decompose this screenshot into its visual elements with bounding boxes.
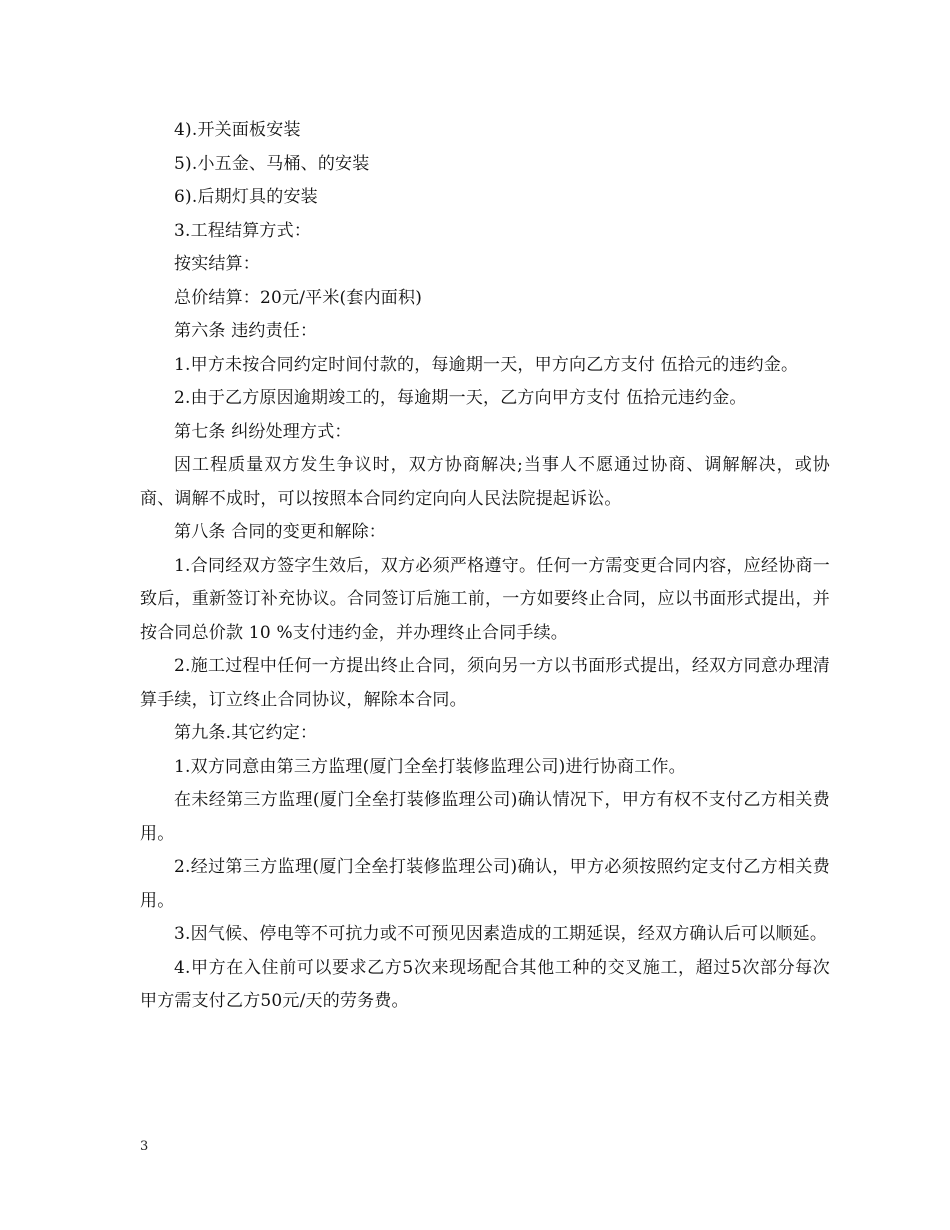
paragraph-settlement-method: 3.工程结算方式：: [174, 220, 312, 241]
section-heading-article-7: 第七条 纠纷处理方式：: [174, 421, 352, 442]
paragraph-total-settlement: 总价结算：20元/平米(套内面积): [174, 287, 423, 308]
section-heading-article-6: 第六条 违约责任：: [174, 321, 318, 341]
paragraph-article-9-clause-1: 1.双方同意由第三方监理(厦门全垒打装修监理公司)进行协商工作。: [174, 756, 686, 777]
paragraph-item-6-lighting: 6).后期灯具的安装: [174, 187, 318, 207]
paragraph-actual-settlement: 按实结算：: [174, 254, 260, 274]
paragraph-article-8-clause-2: 2.施工过程中任何一方提出终止合同，须向另一方以书面形式提出，经双方同意办理清算手续，订立终止合同协议，解除本合同。: [140, 656, 830, 710]
document-body: [140, 114, 830, 1019]
paragraph-article-6-clause-1: 1.甲方未按合同约定时间付款的，每逾期一天，甲方向乙方支付 伍拾元的违约金。: [174, 354, 799, 375]
paragraph-item-4-switch-panel: 4).开关面板安装: [174, 120, 301, 140]
paragraph-article-8-clause-1: 1.合同经双方签字生效后，双方必须严格遵守。任何一方需变更合同内容，应经协商一致后，重新签订补充协议。合同签订后施工前，一方如要终止合同，应以书面形式提出，并按合同总价款 10 %支付违约金，并办理终止合同手续。: [140, 555, 830, 643]
section-heading-article-9: 第九条.其它约定：: [174, 723, 318, 743]
paragraph-article-9-clause-4: 4.甲方在入住前可以要求乙方5次来现场配合其他工种的交叉施工，超过5次部分每次甲方需支付乙方50元/天的劳务费。: [140, 957, 830, 1011]
paragraph-article-6-clause-2: 2.由于乙方原因逾期竣工的，每逾期一天，乙方向甲方支付 伍拾元违约金。: [174, 388, 747, 408]
paragraph-article-9-clause-3: 3.因气候、停电等不可抗力或不可预见因素造成的工期延误，经双方确认后可以顺延。: [174, 924, 828, 944]
paragraph-article-9-clause-1-note: 在未经第三方监理(厦门全垒打装修监理公司)确认情况下，甲方有权不支付乙方相关费用。: [140, 790, 830, 844]
paragraph-item-5-hardware: 5).小五金、马桶、的安装: [174, 153, 370, 174]
page-number: 3: [140, 1139, 149, 1154]
section-heading-article-8: 第八条 合同的变更和解除：: [174, 522, 387, 542]
paragraph-article-9-clause-2: 2.经过第三方监理(厦门全垒打装修监理公司)确认，甲方必须按照约定支付乙方相关费用。: [140, 857, 830, 911]
paragraph-article-7-body: 因工程质量双方发生争议时，双方协商解决;当事人不愿通过协商、调解解决，或协商、调解不成时，可以按照本合同约定向向人民法院提起诉讼。: [140, 455, 830, 509]
